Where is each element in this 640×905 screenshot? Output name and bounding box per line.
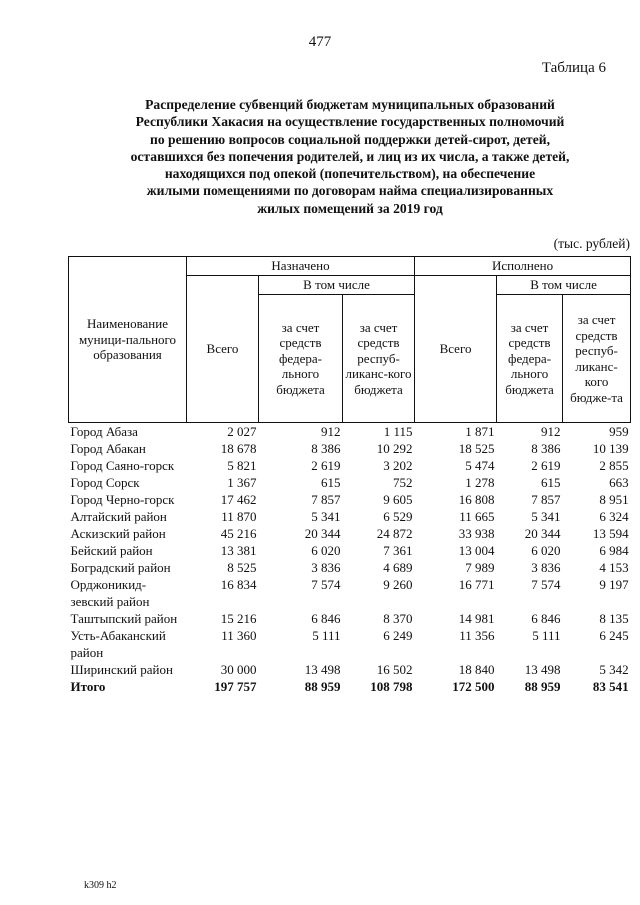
executed-federal-cell: 7 574 xyxy=(531,577,561,592)
assigned-republic-cell: 3 202 xyxy=(383,458,413,473)
executed-republic-cell: 8 135 xyxy=(599,611,629,626)
executed-total-cell: 1 278 xyxy=(465,475,495,490)
assigned-republic-cell: 7 361 xyxy=(383,543,413,558)
header-executed-federal: за счет средств федера-льного бюджета xyxy=(497,295,563,423)
table-body xyxy=(69,423,631,696)
document-title xyxy=(70,96,630,217)
assigned-federal-cell: 88 959 xyxy=(304,679,341,694)
header-assigned: Назначено xyxy=(187,257,415,276)
assigned-total-cell: 45 216 xyxy=(220,526,257,541)
executed-republic-cell: 83 541 xyxy=(592,679,629,694)
table-row xyxy=(69,542,631,559)
assigned-republic-cell: 6 529 xyxy=(383,509,413,524)
assigned-total-cell: 13 381 xyxy=(220,543,257,558)
table-row xyxy=(69,559,631,576)
table-row xyxy=(69,508,631,525)
executed-federal-cell: 7 857 xyxy=(531,492,561,507)
executed-federal-cell: 13 498 xyxy=(524,662,561,677)
header-assigned-including: В том числе xyxy=(259,276,415,295)
executed-total-cell: 13 004 xyxy=(458,543,495,558)
municipality-name: Усть-Абаканский район xyxy=(70,628,166,660)
executed-republic-cell: 13 594 xyxy=(592,526,629,541)
assigned-total-cell: 18 678 xyxy=(220,441,257,456)
assigned-republic-cell: 24 872 xyxy=(376,526,413,541)
assigned-total-cell: 8 525 xyxy=(227,560,257,575)
assigned-federal-cell: 7 574 xyxy=(311,577,341,592)
municipality-name: Аскизский район xyxy=(70,526,166,541)
executed-federal-cell: 6 846 xyxy=(531,611,561,626)
municipality-name: Таштыпский район xyxy=(70,611,178,626)
executed-republic-cell: 6 324 xyxy=(599,509,629,524)
executed-federal-cell: 88 959 xyxy=(524,679,561,694)
table-row xyxy=(69,610,631,627)
executed-federal-cell: 20 344 xyxy=(524,526,561,541)
assigned-republic-cell: 9 605 xyxy=(383,492,413,507)
table-row xyxy=(69,525,631,542)
page-number: 477 xyxy=(308,34,332,50)
subvention-table xyxy=(68,256,631,695)
executed-total-cell: 1 871 xyxy=(465,424,495,439)
executed-total-cell: 18 840 xyxy=(458,662,495,677)
assigned-total-cell: 2 027 xyxy=(227,424,257,439)
table-label: Таблица 6 xyxy=(541,60,606,76)
assigned-republic-cell: 10 292 xyxy=(376,441,413,456)
municipality-name: Город Сорск xyxy=(70,475,140,490)
header-name: Наименование муници-пального образования xyxy=(69,257,187,423)
assigned-federal-cell: 615 xyxy=(321,475,341,490)
executed-federal-cell: 615 xyxy=(541,475,561,490)
title-line: оставшихся без попечения родителей, и лиц из их числа, а также детей, xyxy=(130,148,570,164)
header-assigned-federal: за счет средств федера-льного бюджета xyxy=(259,295,343,423)
assigned-federal-cell: 912 xyxy=(321,424,341,439)
table-row xyxy=(69,576,631,610)
executed-republic-cell: 6 245 xyxy=(599,628,629,643)
header-executed: Исполнено xyxy=(415,257,631,276)
municipality-name: Бейский район xyxy=(70,543,153,558)
executed-republic-cell: 663 xyxy=(609,475,629,490)
executed-total-cell: 11 665 xyxy=(459,509,495,524)
executed-total-cell: 14 981 xyxy=(458,611,495,626)
executed-total-cell: 5 474 xyxy=(465,458,495,473)
assigned-total-cell: 197 757 xyxy=(214,679,257,694)
assigned-federal-cell: 6 020 xyxy=(311,543,341,558)
assigned-total-cell: 16 834 xyxy=(220,577,257,592)
title-line: находящихся под опекой (попечительством), на обеспечение xyxy=(164,166,536,182)
header-assigned-total: Всего xyxy=(187,276,259,423)
assigned-total-cell: 15 216 xyxy=(220,611,257,626)
assigned-republic-cell: 6 249 xyxy=(383,628,413,643)
assigned-total-cell: 11 360 xyxy=(221,628,257,643)
table-row xyxy=(69,627,631,661)
header-executed-including: В том числе xyxy=(497,276,631,295)
footer-code: k309 h2 xyxy=(84,880,117,891)
executed-federal-cell: 3 836 xyxy=(531,560,561,575)
title-line: Республики Хакасия на осуществление государственных полномочий xyxy=(135,114,565,130)
table-row xyxy=(69,423,631,441)
table-row xyxy=(69,457,631,474)
executed-republic-cell: 10 139 xyxy=(592,441,629,456)
executed-federal-cell: 912 xyxy=(541,424,561,439)
title-line: жилых помещений за 2019 год xyxy=(257,200,443,216)
municipality-name: Город Саяно-горск xyxy=(70,458,175,473)
header-assigned-republic: за счет средств респуб-ликанс-кого бюджета xyxy=(343,295,415,423)
executed-total-cell: 172 500 xyxy=(452,679,495,694)
assigned-federal-cell: 7 857 xyxy=(311,492,341,507)
executed-federal-cell: 8 386 xyxy=(531,441,561,456)
assigned-federal-cell: 8 386 xyxy=(311,441,341,456)
executed-total-cell: 16 808 xyxy=(458,492,495,507)
assigned-total-cell: 5 821 xyxy=(227,458,257,473)
executed-federal-cell: 5 111 xyxy=(532,628,561,643)
assigned-federal-cell: 20 344 xyxy=(304,526,341,541)
assigned-republic-cell: 752 xyxy=(393,475,413,490)
executed-republic-cell: 4 153 xyxy=(599,560,629,575)
executed-total-cell: 7 989 xyxy=(465,560,495,575)
executed-total-cell: 33 938 xyxy=(458,526,495,541)
executed-republic-cell: 959 xyxy=(609,424,629,439)
municipality-name: Город Абакан xyxy=(70,441,146,456)
assigned-republic-cell: 4 689 xyxy=(383,560,413,575)
municipality-name: Боградский район xyxy=(70,560,171,575)
executed-republic-cell: 6 984 xyxy=(599,543,629,558)
assigned-federal-cell: 6 846 xyxy=(311,611,341,626)
assigned-total-cell: 1 367 xyxy=(227,475,257,490)
table-row xyxy=(69,440,631,457)
assigned-republic-cell: 9 260 xyxy=(383,577,413,592)
title-line: жилыми помещениями по договорам найма специализированных xyxy=(146,183,554,199)
units-label: (тыс. рублей) xyxy=(553,236,630,251)
total-row xyxy=(69,678,631,695)
executed-federal-cell: 6 020 xyxy=(531,543,561,558)
executed-federal-cell: 2 619 xyxy=(531,458,561,473)
assigned-republic-cell: 108 798 xyxy=(370,679,413,694)
assigned-federal-cell: 3 836 xyxy=(311,560,341,575)
municipality-name: Город Абаза xyxy=(70,424,138,439)
executed-total-cell: 11 356 xyxy=(459,628,495,643)
assigned-federal-cell: 5 341 xyxy=(311,509,341,524)
executed-total-cell: 18 525 xyxy=(458,441,495,456)
executed-republic-cell: 5 342 xyxy=(599,662,629,677)
executed-republic-cell: 9 197 xyxy=(599,577,629,592)
table-row xyxy=(69,491,631,508)
municipality-name: Город Черно-горск xyxy=(70,492,175,507)
assigned-total-cell: 30 000 xyxy=(220,662,257,677)
assigned-federal-cell: 5 111 xyxy=(312,628,341,643)
assigned-federal-cell: 2 619 xyxy=(311,458,341,473)
table-row xyxy=(69,661,631,678)
assigned-republic-cell: 1 115 xyxy=(383,424,413,439)
title-line: по решению вопросов социальной поддержки детей-сирот, детей, xyxy=(150,131,550,147)
municipality-name: Алтайский район xyxy=(70,509,167,524)
assigned-total-cell: 17 462 xyxy=(220,492,257,507)
municipality-name: Орджоникид-зевский район xyxy=(70,577,150,609)
executed-federal-cell: 5 341 xyxy=(531,509,561,524)
assigned-republic-cell: 16 502 xyxy=(376,662,413,677)
executed-total-cell: 16 771 xyxy=(458,577,495,592)
title-line: Распределение субвенций бюджетам муниципальных образований xyxy=(145,97,555,112)
executed-republic-cell: 8 951 xyxy=(599,492,629,507)
table-row xyxy=(69,474,631,491)
assigned-total-cell: 11 870 xyxy=(221,509,257,524)
assigned-republic-cell: 8 370 xyxy=(383,611,413,626)
municipality-name: Ширинский район xyxy=(70,662,173,677)
header-executed-republic: за счет средств респуб-ликанс-кого бюдже-та xyxy=(563,295,631,423)
executed-republic-cell: 2 855 xyxy=(599,458,629,473)
header-executed-total: Всего xyxy=(415,276,497,423)
municipality-name: Итого xyxy=(70,679,106,694)
assigned-federal-cell: 13 498 xyxy=(304,662,341,677)
